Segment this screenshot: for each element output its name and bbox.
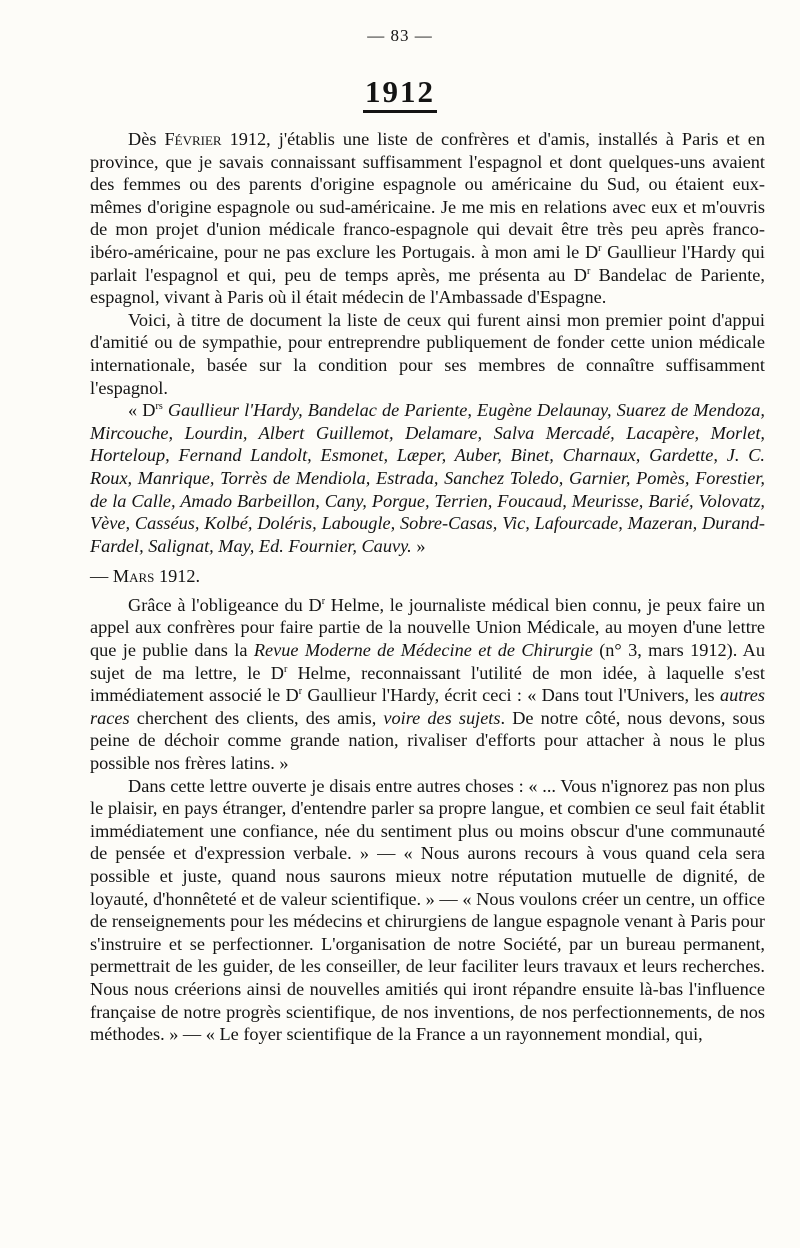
month-february: Février — [164, 129, 222, 149]
journal-title: Revue Moderne de Médecine et de Chirurgie — [253, 640, 593, 661]
month-march: Mars — [112, 566, 155, 587]
paragraph-open-letter: Dans cette lettre ouverte je disais entre autres choses : « ... Vous n'ignorez pas non plus le plaisir, en pays étranger, d'entendre parler sa propre langue, et combien ce seul fait établit immédiatement une confiance, née du sentiment plus ou moins obscur d'une communauté de pensée et d'expression verbale. » — « Nous aurons recours à vous quand cela sera possible et juste, quand nous saurons mieux notre réputation mutuelle de dignité, de loyauté, d'honnêteté et de valeur scientifique. » — « Nous voulons créer un centre, un office de renseignements pour les médecins et chirurgiens de langue espagnole venant à Paris pour s'instruire et se perfectionner. L'organisation de notre Société, par un bureau permanent, permettrait de les guider, de les conseiller, de leur faciliter leurs travaux et leurs recherches. Nous nous créerions ainsi de nouvelles amitiés qui iront répandre ensuite là-bas l'influence française de notre progrès scientifique, de nos inventions, de nos perfectionnements, de nos méthodes. » — « Le foyer scientifique de la France a un rayonnement mondial, qui, — [90, 775, 765, 1045]
names-list: Gaullieur l'Hardy, Bandelac de Pariente, Eugène Delaunay, Suarez de Mendoza, Mircouche, Lourdin, Albert Guillemot, Delamare, Salva Mercadé, Lacapère, Morlet, Horteloup, Fernand Landolt, Esmonet, Læper, Auber, Binet, Charnaux, Gardette, J. C. Roux, Manrique, Torrès de Mendiola, Estrada, Sanchez Toledo, Garnier, Pomès, Forestier, de la Calle, Amado Barbeillon, Cany, Porgue, Terrien, Foucaud, Meurisse, Barié, Volovatz, Vève, Casséus, Kolbé, Doléris, Labougle, Sobre-Casas, Vic, Lafourcade, Mazeran, Durand-Fardel, Salignat, May, Ed. Fournier, Cauvy. — [90, 400, 765, 556]
paragraph-february: Dès Février 1912, j'établis une liste de confrères et d'amis, installés à Paris et en province, que je savais connaissant suffisamment l'espagnol et dont quelques-uns avaient des femmes ou des parents d'origine espagnole ou américaine du Sud, ou étaient eux-mêmes d'origine espagnole ou sud-américaine. Je me mis en relations avec eux et m'ouvris de mon projet d'union médicale franco-espagnole qui devait être très peu après franco-ibéro-américaine, pour ne pas exclure les Portugais. à mon ami le $D^r$ Gaullieur l'Hardy qui parlait l'espagnol et qui, peu de temps après, me présenta au $D^r$ Bandelac de Pariente, espagnol, vivant à Paris où il était médecin de l'Ambassade d'Espagne. — [90, 129, 765, 308]
paragraph-list-intro: Voici, à titre de document la liste de ceux qui furent ainsi mon premier point d'appui d'amitié ou de sympathie, pour entreprendre publiquement de fonder cette union médicale internationale, basée sur la condition pour ses membres de connaître suffisamment l'espagnol. — [90, 309, 765, 398]
page-number: — 83 — — [367, 26, 433, 45]
paragraph-helme: Grâce à l'obligeance du $D^r$ Helme, le journaliste médical bien connu, je peux faire un appel aux confrères pour faire partie de la nouvelle Union Médicale, au moyen d'une lettre que je publie dans la Revue Moderne de Médecine et de Chirurgie (n° 3, mars 1912). Au sujet de ma lettre, le $D^r$ Helme, reconnaissant l'utilité de mon idée, à laquelle s'est immédiatement associé le $D^r$ Gaullieur l'Hardy, écrit ceci : « Dans tout l'Univers, les autres races cherchent des clients, des amis, voire des sujets. De notre côté, nous devons, sous peine de déchoir comme grande nation, rivaliser d'efforts pour attacher à nous le plus possible nos frères latins. » — [90, 594, 766, 774]
year-heading-text: 1912 — [363, 74, 437, 113]
section-march: — Mars 1912. — [90, 566, 201, 587]
year-heading — [0, 74, 800, 110]
paragraph-names-list: « $D^{rs}$ Gaullieur l'Hardy, Bandelac de Pariente, Eugène Delaunay, Suarez de Mendoza, Mircouche, Lourdin, Albert Guillemot, Delamare, Salva Mercadé, Lacapère, Morlet, Horteloup, Fernand Landolt, Esmonet, Læper, Auber, Binet, Charnaux, Gardette, J. C. Roux, Manrique, Torrès de Mendiola, Estrada, Sanchez Toledo, Garnier, Pomès, Forestier, de la Calle, Amado Barbeillon, Cany, Porgue, Terrien, Foucaud, Meurisse, Barié, Volovatz, Vève, Casséus, Kolbé, Doléris, Labougle, Sobre-Casas, Vic, Lafourcade, Mazeran, Durand-Fardel, Salignat, May, Ed. Fournier, Cauvy. » — [90, 400, 765, 556]
main-text — [90, 128, 765, 1046]
